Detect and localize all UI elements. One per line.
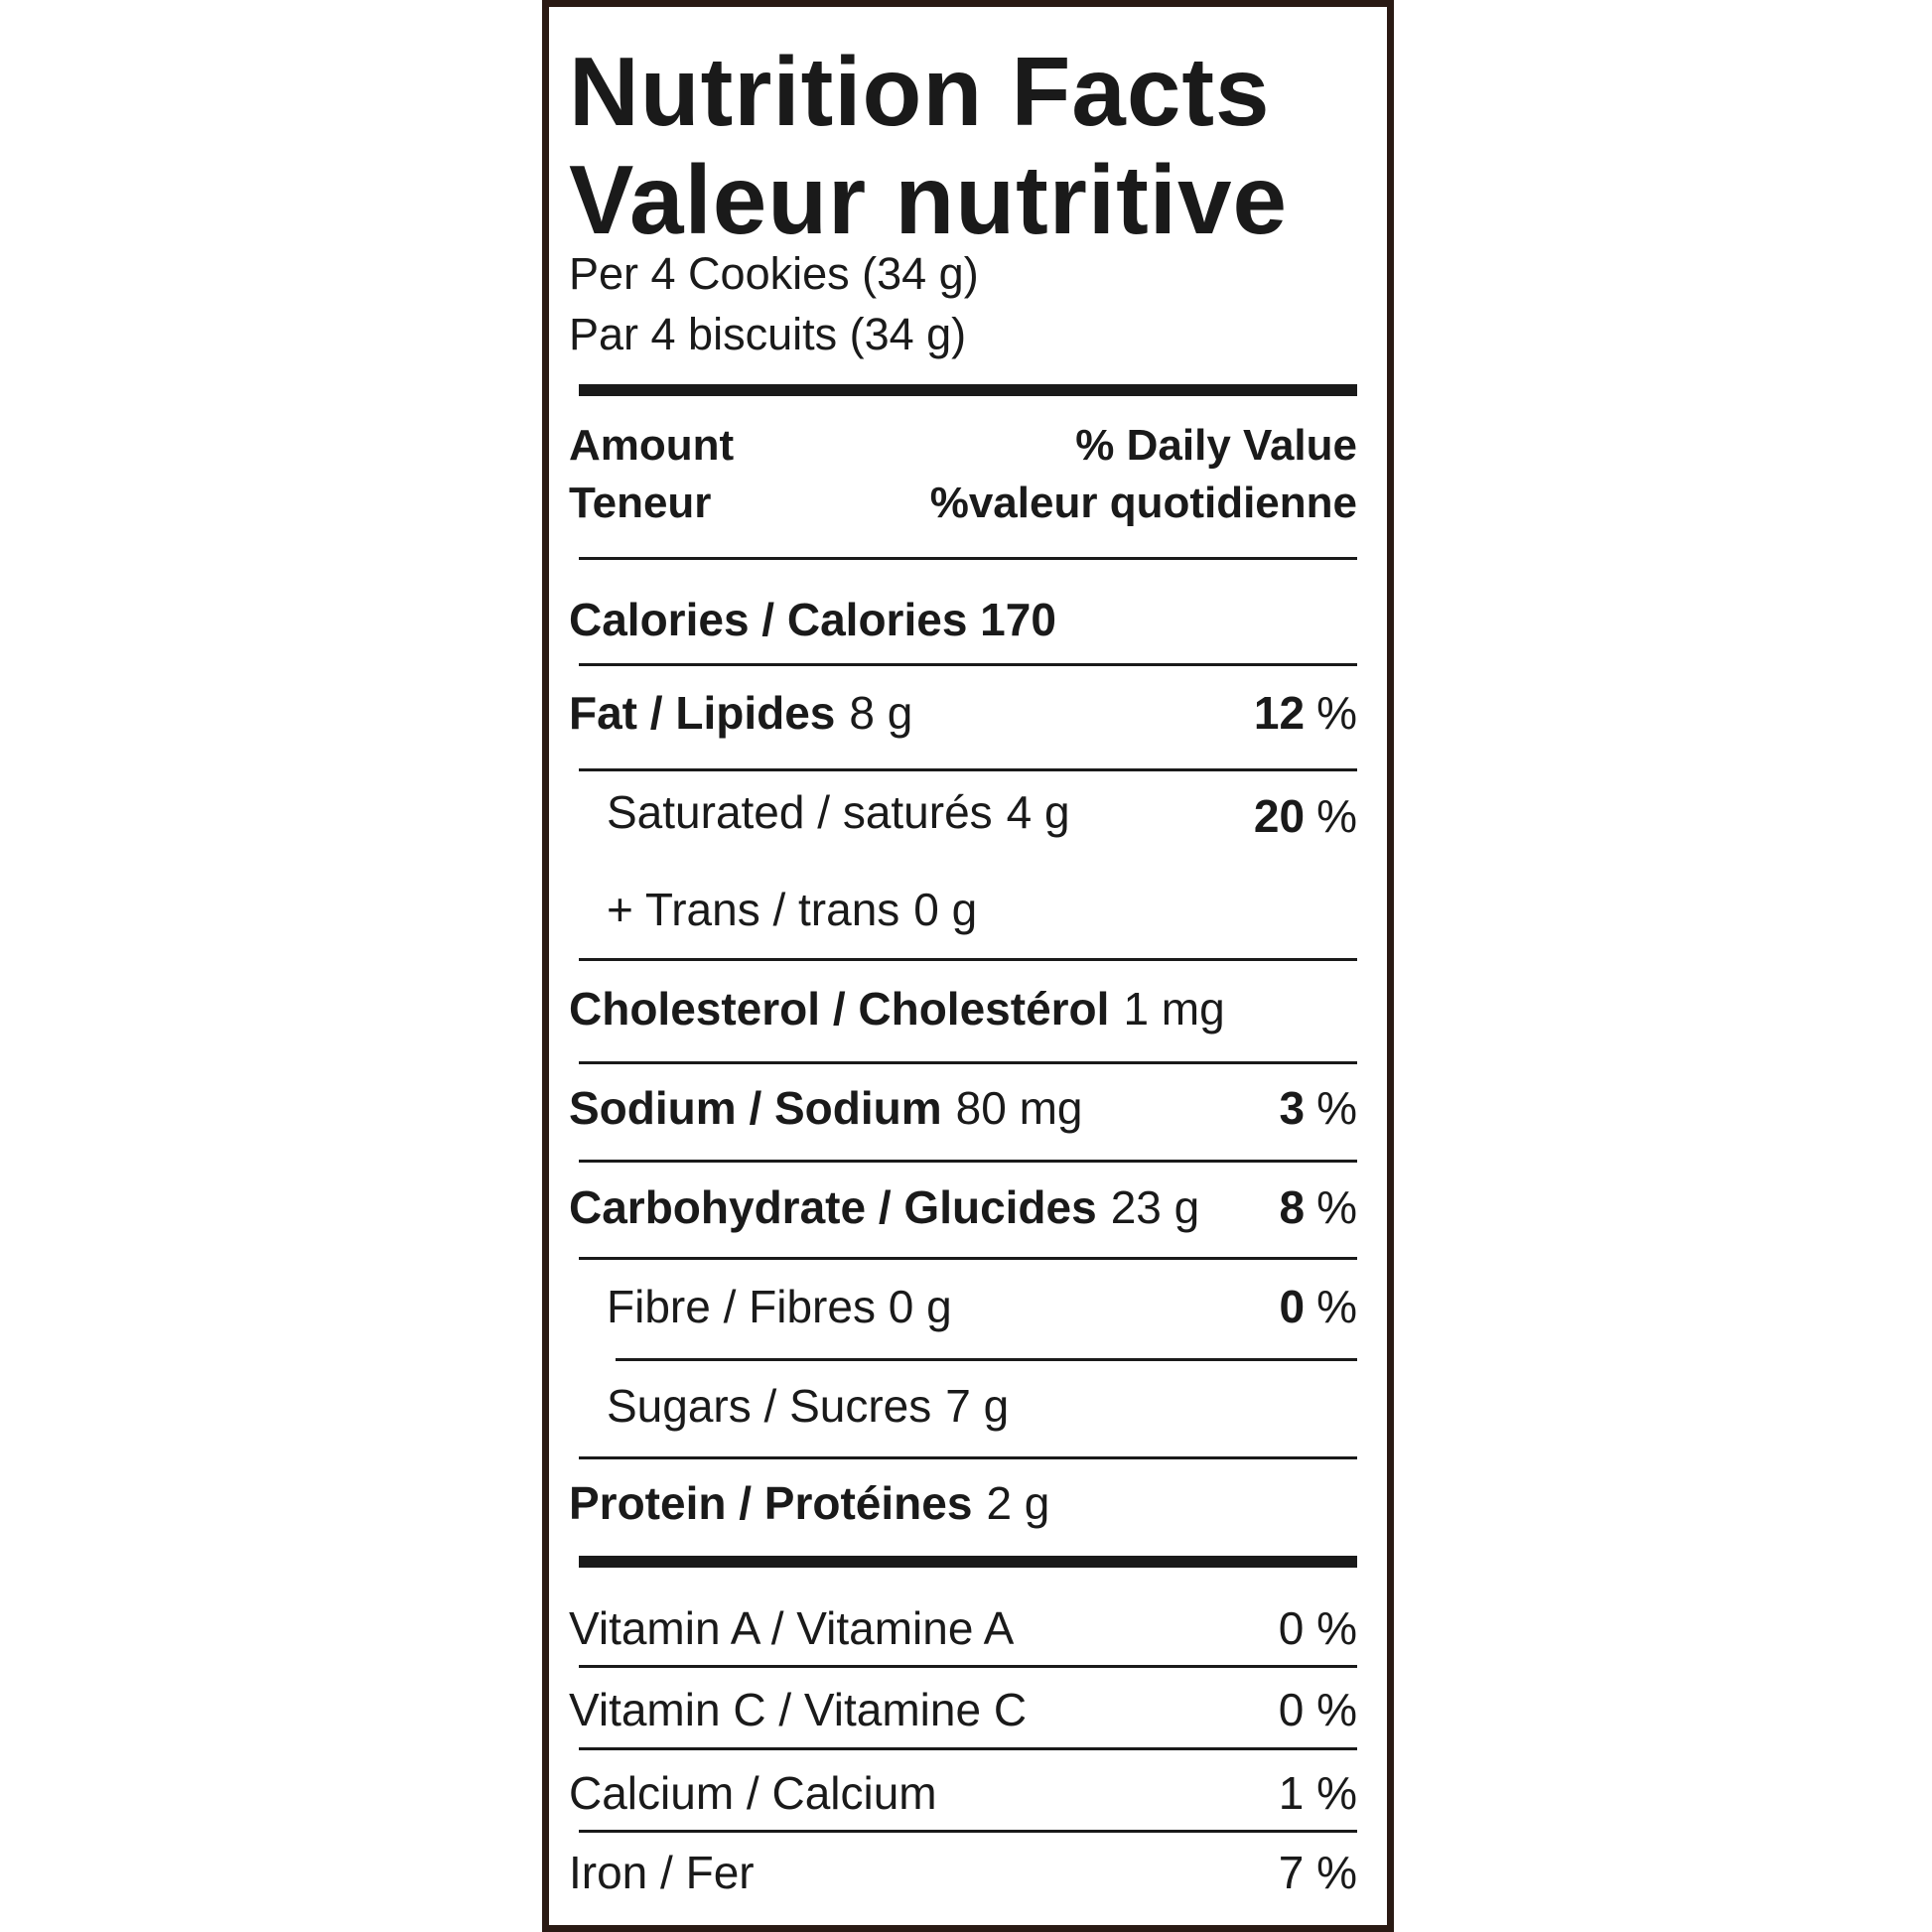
divider (579, 1665, 1357, 1668)
carbohydrate-label: Carbohydrate / Glucides (569, 1181, 1097, 1233)
nutrition-facts-label (542, 0, 1394, 1932)
thick-divider-top (579, 384, 1357, 396)
fibre-label: Fibre / Fibres 0 g (607, 1281, 952, 1332)
protein-label: Protein / Protéines (569, 1477, 973, 1529)
title-french: Valeur nutritive (569, 145, 1289, 254)
sugars-row (607, 1380, 1010, 1432)
serving-size-french: Par 4 biscuits (34 g) (569, 309, 967, 359)
saturated-fat-row (607, 786, 1070, 838)
daily-value-header-french: %valeur quotidienne (929, 479, 1357, 527)
cholesterol-row (569, 983, 1225, 1035)
iron-label: Iron / Fer (569, 1847, 755, 1898)
divider (579, 1257, 1357, 1260)
saturated-amount: 4 g (1006, 786, 1070, 838)
carbohydrate-amount: 23 g (1110, 1181, 1200, 1233)
calcium-value: 1 % (1278, 1767, 1357, 1819)
cholesterol-label: Cholesterol / Cholestérol (569, 983, 1110, 1035)
vitamin-c-value: 0 % (1278, 1684, 1357, 1735)
vitamin-a-label: Vitamin A / Vitamine A (569, 1602, 1015, 1654)
carbohydrate-daily-value: 8 % (1279, 1181, 1357, 1233)
daily-value-header-english: % Daily Value (1075, 421, 1357, 470)
saturated-label: Saturated / saturés (607, 786, 993, 838)
calories-label: Calories / Calories 170 (569, 594, 1056, 645)
divider (579, 958, 1357, 961)
iron-value: 7 % (1278, 1847, 1357, 1898)
fat-daily-value: 12 % (1253, 687, 1357, 739)
cholesterol-amount: 1 mg (1123, 983, 1225, 1035)
vitamin-c-label: Vitamin C / Vitamine C (569, 1684, 1028, 1735)
sugars-label: Sugars / Sucres (607, 1380, 932, 1432)
sodium-row (569, 1082, 1083, 1134)
divider (579, 663, 1357, 666)
fat-label: Fat / Lipides (569, 687, 836, 739)
thick-divider-bottom (579, 1556, 1357, 1568)
divider (579, 1830, 1357, 1833)
divider (579, 557, 1357, 560)
sodium-daily-value: 3 % (1279, 1082, 1357, 1134)
sodium-amount: 80 mg (955, 1082, 1083, 1134)
trans-amount: 0 g (913, 884, 978, 935)
fat-amount: 8 g (849, 687, 913, 739)
divider (579, 768, 1357, 771)
carbohydrate-row (569, 1181, 1200, 1233)
calcium-label: Calcium / Calcium (569, 1767, 937, 1819)
title-english: Nutrition Facts (569, 37, 1271, 146)
calories-row (569, 594, 1056, 645)
divider (579, 1061, 1357, 1064)
sugars-amount: 7 g (945, 1380, 1010, 1432)
vitamin-a-value: 0 % (1278, 1602, 1357, 1654)
protein-amount: 2 g (986, 1477, 1050, 1529)
fat-row (569, 687, 913, 739)
divider (579, 1456, 1357, 1459)
protein-row (569, 1477, 1050, 1529)
trans-fat-row (607, 884, 978, 935)
fibre-daily-value: 0 % (1279, 1281, 1357, 1332)
saturated-daily-value: 20 % (1253, 790, 1357, 842)
sodium-label: Sodium / Sodium (569, 1082, 942, 1134)
divider (579, 1747, 1357, 1750)
trans-label: + Trans / trans (607, 884, 900, 935)
amount-header-french: Teneur (569, 479, 712, 527)
divider (579, 1160, 1357, 1163)
fibre-row (607, 1281, 952, 1332)
amount-header-english: Amount (569, 421, 735, 470)
divider (616, 1358, 1357, 1361)
serving-size-english: Per 4 Cookies (34 g) (569, 248, 979, 299)
